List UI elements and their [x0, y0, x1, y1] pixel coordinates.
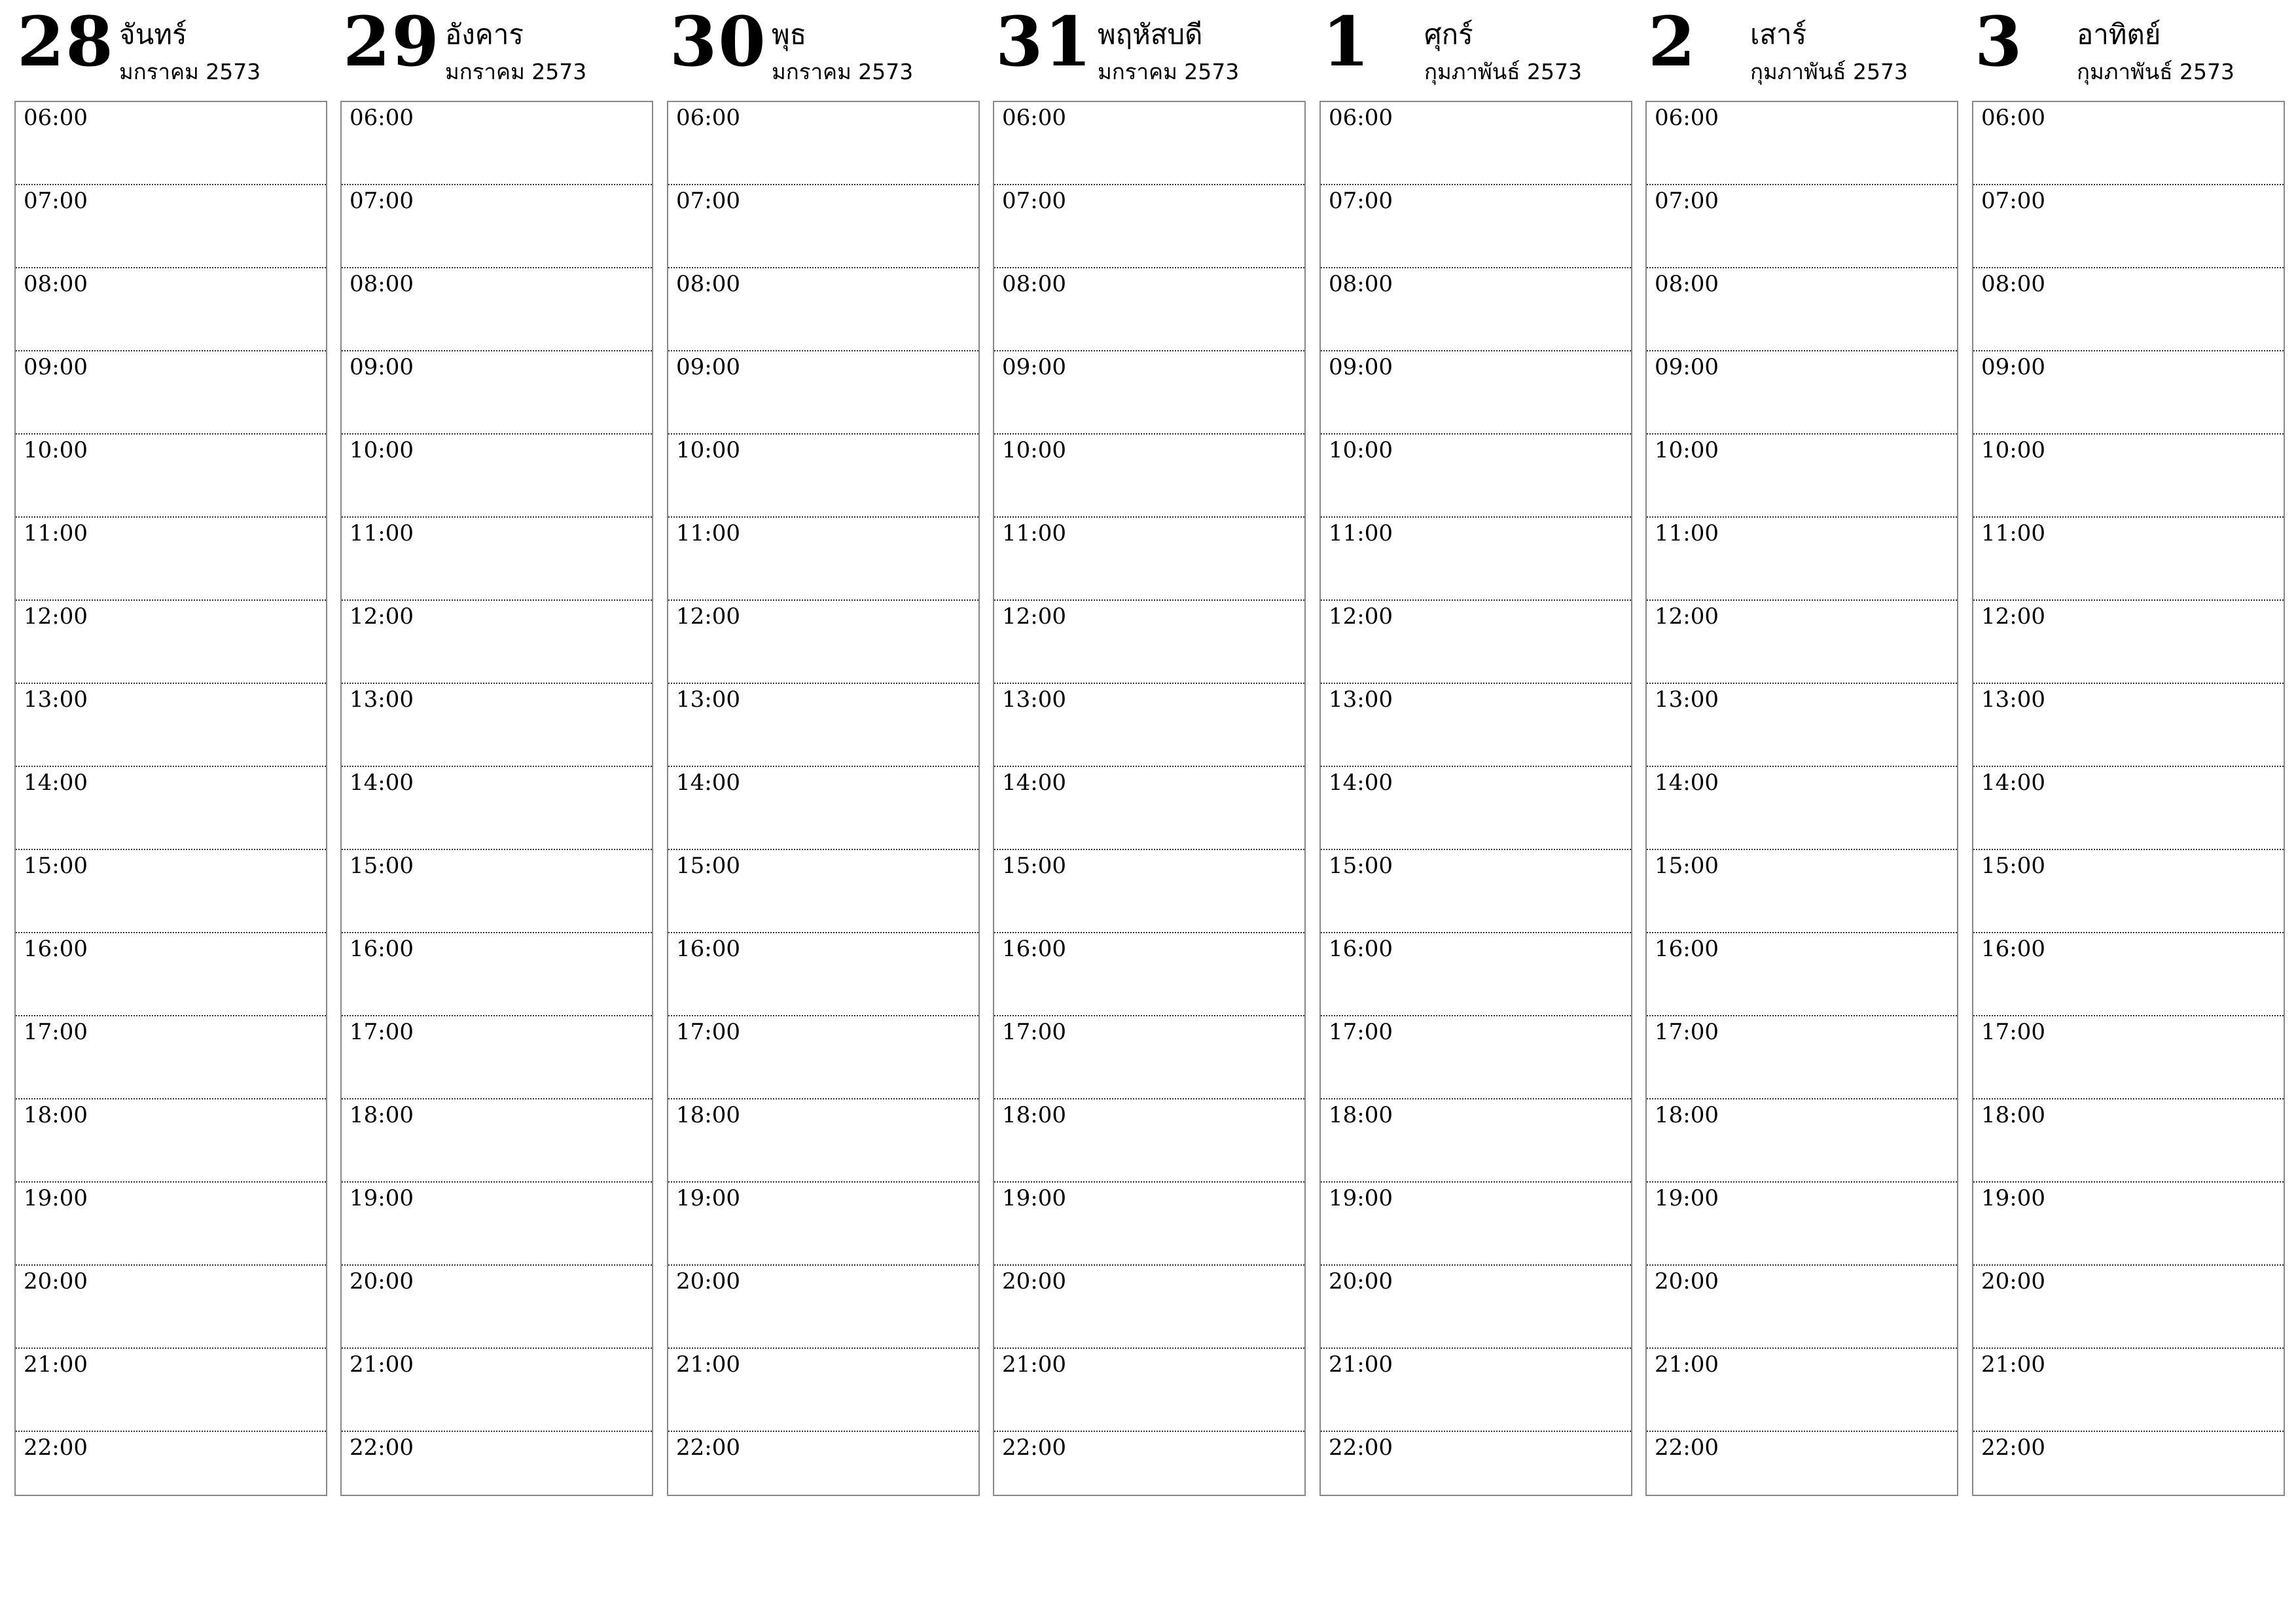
time-slot[interactable]	[16, 185, 326, 268]
time-slot-label: 22:00	[1655, 1435, 1719, 1461]
time-slot-label: 11:00	[24, 520, 88, 546]
time-slot[interactable]	[1321, 684, 1631, 767]
time-slot[interactable]	[16, 1099, 326, 1183]
weekday-label: พุธ	[772, 18, 807, 50]
time-slot[interactable]	[342, 684, 652, 767]
time-slot-label: 22:00	[1329, 1435, 1393, 1461]
time-slot-label: 14:00	[1002, 770, 1066, 796]
time-slot[interactable]	[1647, 185, 1957, 268]
day-number: 30	[670, 1, 767, 82]
time-slot-label: 06:00	[24, 105, 88, 131]
time-slot[interactable]	[994, 1183, 1304, 1266]
time-slot-label: 20:00	[1329, 1268, 1393, 1294]
time-slot[interactable]	[1973, 1099, 2284, 1183]
time-slot[interactable]	[16, 933, 326, 1016]
time-slot[interactable]	[994, 518, 1304, 601]
day-number: 29	[343, 1, 440, 82]
time-slot[interactable]	[342, 351, 652, 435]
time-slot[interactable]	[342, 1432, 652, 1516]
weekday-label: เสาร์	[1750, 18, 1807, 50]
time-slot[interactable]	[1973, 435, 2284, 518]
time-slot-label: 14:00	[350, 770, 414, 796]
time-slot[interactable]	[16, 102, 326, 185]
time-slot-label: 14:00	[1655, 770, 1719, 796]
time-slot[interactable]	[994, 1099, 1304, 1183]
time-slot[interactable]	[1647, 268, 1957, 351]
time-slot[interactable]	[994, 351, 1304, 435]
time-slot-label: 08:00	[1002, 271, 1066, 297]
time-slot-label: 21:00	[1655, 1351, 1719, 1378]
time-slot[interactable]	[1973, 185, 2284, 268]
time-slot-label: 09:00	[1981, 354, 2045, 380]
time-slot[interactable]	[1647, 1266, 1957, 1349]
time-slot-label: 17:00	[1329, 1019, 1393, 1045]
time-slot[interactable]	[342, 601, 652, 684]
time-slot[interactable]	[668, 1349, 978, 1432]
day-header	[667, 0, 980, 101]
time-slot[interactable]	[342, 1016, 652, 1099]
time-slot[interactable]	[994, 185, 1304, 268]
time-slot-label: 09:00	[24, 354, 88, 380]
day-header	[1319, 0, 1632, 101]
time-slot-label: 12:00	[350, 603, 414, 630]
time-slot[interactable]	[16, 1183, 326, 1266]
time-slot[interactable]	[668, 185, 978, 268]
time-slot-label: 07:00	[1655, 188, 1719, 214]
time-slot[interactable]	[16, 518, 326, 601]
time-slot[interactable]	[1973, 767, 2284, 850]
time-slot[interactable]	[994, 933, 1304, 1016]
time-slot[interactable]	[1321, 1266, 1631, 1349]
time-slot[interactable]	[1647, 684, 1957, 767]
time-slot[interactable]	[668, 933, 978, 1016]
time-slot[interactable]	[1973, 1016, 2284, 1099]
time-slot[interactable]	[342, 268, 652, 351]
time-slot-label: 10:00	[1981, 437, 2045, 463]
time-slot[interactable]	[994, 684, 1304, 767]
time-slot-label: 12:00	[1981, 603, 2045, 630]
time-slot[interactable]	[16, 351, 326, 435]
time-slot-label: 13:00	[1655, 687, 1719, 713]
time-slot[interactable]	[668, 1016, 978, 1099]
time-slot-label: 15:00	[1329, 853, 1393, 879]
time-slot-label: 21:00	[24, 1351, 88, 1378]
time-slot[interactable]	[1647, 1349, 1957, 1432]
time-slot[interactable]	[16, 1349, 326, 1432]
time-slot-label: 07:00	[1002, 188, 1066, 214]
time-slot[interactable]	[668, 102, 978, 185]
month-year-label: กุมภาพันธ์ 2573	[2077, 59, 2234, 84]
time-slot-label: 14:00	[1329, 770, 1393, 796]
time-slot-label: 09:00	[1002, 354, 1066, 380]
time-slot-label: 06:00	[1329, 105, 1393, 131]
time-slot-label: 18:00	[1981, 1102, 2045, 1128]
weekday-label: อาทิตย์	[2077, 18, 2161, 50]
time-slot-label: 10:00	[350, 437, 414, 463]
time-slot[interactable]	[1647, 767, 1957, 850]
time-slot-label: 18:00	[676, 1102, 740, 1128]
time-slot[interactable]	[1647, 351, 1957, 435]
time-slot-label: 17:00	[24, 1019, 88, 1045]
time-slot-label: 18:00	[1002, 1102, 1066, 1128]
time-slot[interactable]	[342, 1266, 652, 1349]
time-slot-label: 16:00	[1655, 936, 1719, 962]
time-slot[interactable]	[994, 435, 1304, 518]
day-number: 28	[17, 1, 115, 82]
day-header	[14, 0, 327, 101]
time-slot-label: 22:00	[676, 1435, 740, 1461]
time-slot-label: 07:00	[24, 188, 88, 214]
time-slot[interactable]	[1973, 102, 2284, 185]
time-slot[interactable]	[994, 850, 1304, 933]
day-header	[1645, 0, 1958, 101]
time-slot-label: 13:00	[1981, 687, 2045, 713]
time-slot[interactable]	[1321, 435, 1631, 518]
time-slot[interactable]	[1647, 1432, 1957, 1516]
time-slot[interactable]	[668, 1266, 978, 1349]
day-number: 1	[1322, 1, 1371, 82]
time-slot[interactable]	[342, 185, 652, 268]
time-slot[interactable]	[16, 767, 326, 850]
time-slot-label: 21:00	[676, 1351, 740, 1378]
time-slot-label: 19:00	[1981, 1185, 2045, 1211]
time-slot-label: 14:00	[24, 770, 88, 796]
time-slot[interactable]	[16, 1432, 326, 1516]
day-header	[340, 0, 653, 101]
time-slot-label: 15:00	[1655, 853, 1719, 879]
time-slot-label: 07:00	[676, 188, 740, 214]
time-slot[interactable]	[1321, 351, 1631, 435]
time-slot-label: 20:00	[1655, 1268, 1719, 1294]
time-slot[interactable]	[668, 850, 978, 933]
time-slot[interactable]	[1973, 1183, 2284, 1266]
month-year-label: มกราคม 2573	[1098, 59, 1240, 84]
time-slot[interactable]	[1647, 518, 1957, 601]
time-slot[interactable]	[668, 1183, 978, 1266]
time-slot[interactable]	[16, 684, 326, 767]
time-slot-label: 08:00	[676, 271, 740, 297]
day-column	[1319, 0, 1632, 1461]
time-slot[interactable]	[1973, 1432, 2284, 1516]
day-schedule-box	[993, 101, 1306, 1496]
time-slot-label: 12:00	[24, 603, 88, 630]
time-slot-label: 13:00	[350, 687, 414, 713]
time-slot-label: 21:00	[350, 1351, 414, 1378]
day-header	[993, 0, 1306, 101]
time-slot-label: 20:00	[350, 1268, 414, 1294]
time-slot[interactable]	[16, 268, 326, 351]
time-slot-label: 22:00	[350, 1435, 414, 1461]
time-slot[interactable]	[342, 1349, 652, 1432]
time-slot-label: 17:00	[350, 1019, 414, 1045]
time-slot[interactable]	[1321, 933, 1631, 1016]
time-slot-label: 19:00	[24, 1185, 88, 1211]
time-slot-label: 08:00	[350, 271, 414, 297]
month-year-label: มกราคม 2573	[445, 59, 587, 84]
time-slot[interactable]	[994, 1266, 1304, 1349]
time-slot[interactable]	[1973, 933, 2284, 1016]
day-column	[1645, 0, 1958, 1461]
weekday-label: จันทร์	[119, 18, 187, 50]
time-slot-label: 12:00	[676, 603, 740, 630]
time-slot-label: 11:00	[1329, 520, 1393, 546]
time-slot[interactable]	[1321, 1183, 1631, 1266]
time-slot-label: 15:00	[24, 853, 88, 879]
time-slot-label: 21:00	[1329, 1351, 1393, 1378]
day-schedule-box	[1972, 101, 2285, 1496]
time-slot-label: 15:00	[1002, 853, 1066, 879]
time-slot[interactable]	[1321, 268, 1631, 351]
time-slot[interactable]	[1647, 933, 1957, 1016]
time-slot[interactable]	[342, 102, 652, 185]
time-slot-label: 20:00	[1002, 1268, 1066, 1294]
day-schedule-box	[1319, 101, 1632, 1496]
time-slot-label: 06:00	[1655, 105, 1719, 131]
time-slot-label: 16:00	[1329, 936, 1393, 962]
time-slot[interactable]	[342, 1099, 652, 1183]
day-column	[667, 0, 980, 1461]
time-slot[interactable]	[668, 351, 978, 435]
time-slot-label: 10:00	[676, 437, 740, 463]
time-slot-label: 10:00	[24, 437, 88, 463]
weekday-label: ศุกร์	[1424, 18, 1473, 50]
time-slot[interactable]	[1321, 1016, 1631, 1099]
time-slot-label: 22:00	[1981, 1435, 2045, 1461]
time-slot[interactable]	[342, 435, 652, 518]
time-slot[interactable]	[668, 268, 978, 351]
time-slot[interactable]	[1647, 601, 1957, 684]
day-column	[993, 0, 1306, 1461]
time-slot[interactable]	[1647, 102, 1957, 185]
time-slot[interactable]	[342, 850, 652, 933]
time-slot[interactable]	[668, 684, 978, 767]
time-slot-label: 07:00	[1329, 188, 1393, 214]
day-number: 2	[1648, 1, 1697, 82]
time-slot-label: 16:00	[676, 936, 740, 962]
day-schedule-box	[667, 101, 980, 1496]
time-slot-label: 11:00	[350, 520, 414, 546]
time-slot-label: 09:00	[676, 354, 740, 380]
time-slot-label: 08:00	[24, 271, 88, 297]
time-slot[interactable]	[1647, 1016, 1957, 1099]
time-slot[interactable]	[1321, 1432, 1631, 1516]
time-slot[interactable]	[1321, 1099, 1631, 1183]
time-slot[interactable]	[16, 435, 326, 518]
time-slot-label: 13:00	[24, 687, 88, 713]
time-slot-label: 15:00	[350, 853, 414, 879]
weekday-label: พฤหัสบดี	[1098, 18, 1203, 50]
time-slot-label: 20:00	[1981, 1268, 2045, 1294]
time-slot[interactable]	[668, 767, 978, 850]
time-slot-label: 08:00	[1981, 271, 2045, 297]
time-slot[interactable]	[1647, 435, 1957, 518]
time-slot-label: 12:00	[1655, 603, 1719, 630]
time-slot[interactable]	[1973, 601, 2284, 684]
time-slot-label: 18:00	[350, 1102, 414, 1128]
time-slot-label: 13:00	[1329, 687, 1393, 713]
time-slot[interactable]	[994, 1432, 1304, 1516]
time-slot-label: 10:00	[1655, 437, 1719, 463]
day-column	[340, 0, 653, 1461]
time-slot[interactable]	[994, 767, 1304, 850]
time-slot-label: 10:00	[1002, 437, 1066, 463]
time-slot-label: 19:00	[676, 1185, 740, 1211]
day-header	[1972, 0, 2285, 101]
time-slot[interactable]	[1973, 1266, 2284, 1349]
time-slot-label: 13:00	[1002, 687, 1066, 713]
time-slot[interactable]	[668, 601, 978, 684]
time-slot-label: 08:00	[1329, 271, 1393, 297]
time-slot-label: 17:00	[1655, 1019, 1719, 1045]
time-slot[interactable]	[1321, 1349, 1631, 1432]
time-slot-label: 14:00	[676, 770, 740, 796]
day-schedule-box	[1645, 101, 1958, 1496]
time-slot-label: 12:00	[1329, 603, 1393, 630]
time-slot-label: 21:00	[1002, 1351, 1066, 1378]
day-number: 3	[1975, 1, 2024, 82]
time-slot-label: 06:00	[350, 105, 414, 131]
time-slot[interactable]	[1647, 850, 1957, 933]
time-slot-label: 16:00	[1981, 936, 2045, 962]
month-year-label: มกราคม 2573	[772, 59, 914, 84]
time-slot-label: 19:00	[1655, 1185, 1719, 1211]
time-slot[interactable]	[1973, 1349, 2284, 1432]
time-slot-label: 08:00	[1655, 271, 1719, 297]
time-slot[interactable]	[668, 1432, 978, 1516]
time-slot-label: 11:00	[1655, 520, 1719, 546]
time-slot-label: 18:00	[1655, 1102, 1719, 1128]
time-slot[interactable]	[342, 1183, 652, 1266]
day-schedule-box	[340, 101, 653, 1496]
time-slot-label: 19:00	[350, 1185, 414, 1211]
time-slot[interactable]	[668, 518, 978, 601]
time-slot[interactable]	[1973, 684, 2284, 767]
time-slot[interactable]	[1973, 268, 2284, 351]
time-slot-label: 09:00	[350, 354, 414, 380]
time-slot-label: 11:00	[1981, 520, 2045, 546]
time-slot[interactable]	[16, 1016, 326, 1099]
time-slot[interactable]	[342, 767, 652, 850]
time-slot-label: 12:00	[1002, 603, 1066, 630]
time-slot[interactable]	[1321, 767, 1631, 850]
time-slot-label: 19:00	[1002, 1185, 1066, 1211]
time-slot[interactable]	[16, 850, 326, 933]
time-slot-label: 18:00	[24, 1102, 88, 1128]
time-slot[interactable]	[16, 1266, 326, 1349]
time-slot-label: 06:00	[1981, 105, 2045, 131]
month-year-label: กุมภาพันธ์ 2573	[1424, 59, 1582, 84]
time-slot[interactable]	[994, 1016, 1304, 1099]
time-slot[interactable]	[342, 518, 652, 601]
time-slot[interactable]	[668, 435, 978, 518]
time-slot-label: 16:00	[24, 936, 88, 962]
time-slot[interactable]	[1973, 351, 2284, 435]
time-slot-label: 07:00	[1981, 188, 2045, 214]
weekday-label: อังคาร	[445, 18, 524, 50]
day-number: 31	[996, 1, 1093, 82]
time-slot-label: 07:00	[350, 188, 414, 214]
time-slot-label: 17:00	[1002, 1019, 1066, 1045]
time-slot[interactable]	[1321, 518, 1631, 601]
time-slot-label: 17:00	[676, 1019, 740, 1045]
time-slot-label: 10:00	[1329, 437, 1393, 463]
time-slot-label: 15:00	[1981, 853, 2045, 879]
time-slot[interactable]	[16, 601, 326, 684]
time-slot-label: 22:00	[24, 1435, 88, 1461]
time-slot-label: 06:00	[676, 105, 740, 131]
day-column	[14, 0, 327, 1461]
time-slot[interactable]	[1973, 518, 2284, 601]
time-slot-label: 09:00	[1329, 354, 1393, 380]
time-slot[interactable]	[994, 1349, 1304, 1432]
time-slot[interactable]	[994, 601, 1304, 684]
month-year-label: กุมภาพันธ์ 2573	[1750, 59, 1908, 84]
time-slot-label: 18:00	[1329, 1102, 1393, 1128]
time-slot-label: 09:00	[1655, 354, 1719, 380]
time-slot[interactable]	[1647, 1183, 1957, 1266]
time-slot-label: 16:00	[350, 936, 414, 962]
time-slot[interactable]	[1321, 102, 1631, 185]
day-column	[1972, 0, 2285, 1461]
time-slot-label: 11:00	[676, 520, 740, 546]
time-slot[interactable]	[342, 933, 652, 1016]
time-slot[interactable]	[668, 1099, 978, 1183]
time-slot[interactable]	[1647, 1099, 1957, 1183]
time-slot-label: 20:00	[24, 1268, 88, 1294]
time-slot-label: 15:00	[676, 853, 740, 879]
time-slot[interactable]	[1973, 850, 2284, 933]
time-slot[interactable]	[1321, 185, 1631, 268]
time-slot-label: 11:00	[1002, 520, 1066, 546]
time-slot-label: 14:00	[1981, 770, 2045, 796]
day-schedule-box	[14, 101, 327, 1496]
time-slot-label: 20:00	[676, 1268, 740, 1294]
time-slot[interactable]	[1321, 850, 1631, 933]
time-slot-label: 21:00	[1981, 1351, 2045, 1378]
time-slot-label: 16:00	[1002, 936, 1066, 962]
month-year-label: มกราคม 2573	[119, 59, 261, 84]
time-slot[interactable]	[994, 102, 1304, 185]
time-slot-label: 13:00	[676, 687, 740, 713]
time-slot-label: 17:00	[1981, 1019, 2045, 1045]
time-slot-label: 22:00	[1002, 1435, 1066, 1461]
time-slot-label: 06:00	[1002, 105, 1066, 131]
time-slot[interactable]	[1321, 601, 1631, 684]
time-slot[interactable]	[994, 268, 1304, 351]
time-slot-label: 19:00	[1329, 1185, 1393, 1211]
